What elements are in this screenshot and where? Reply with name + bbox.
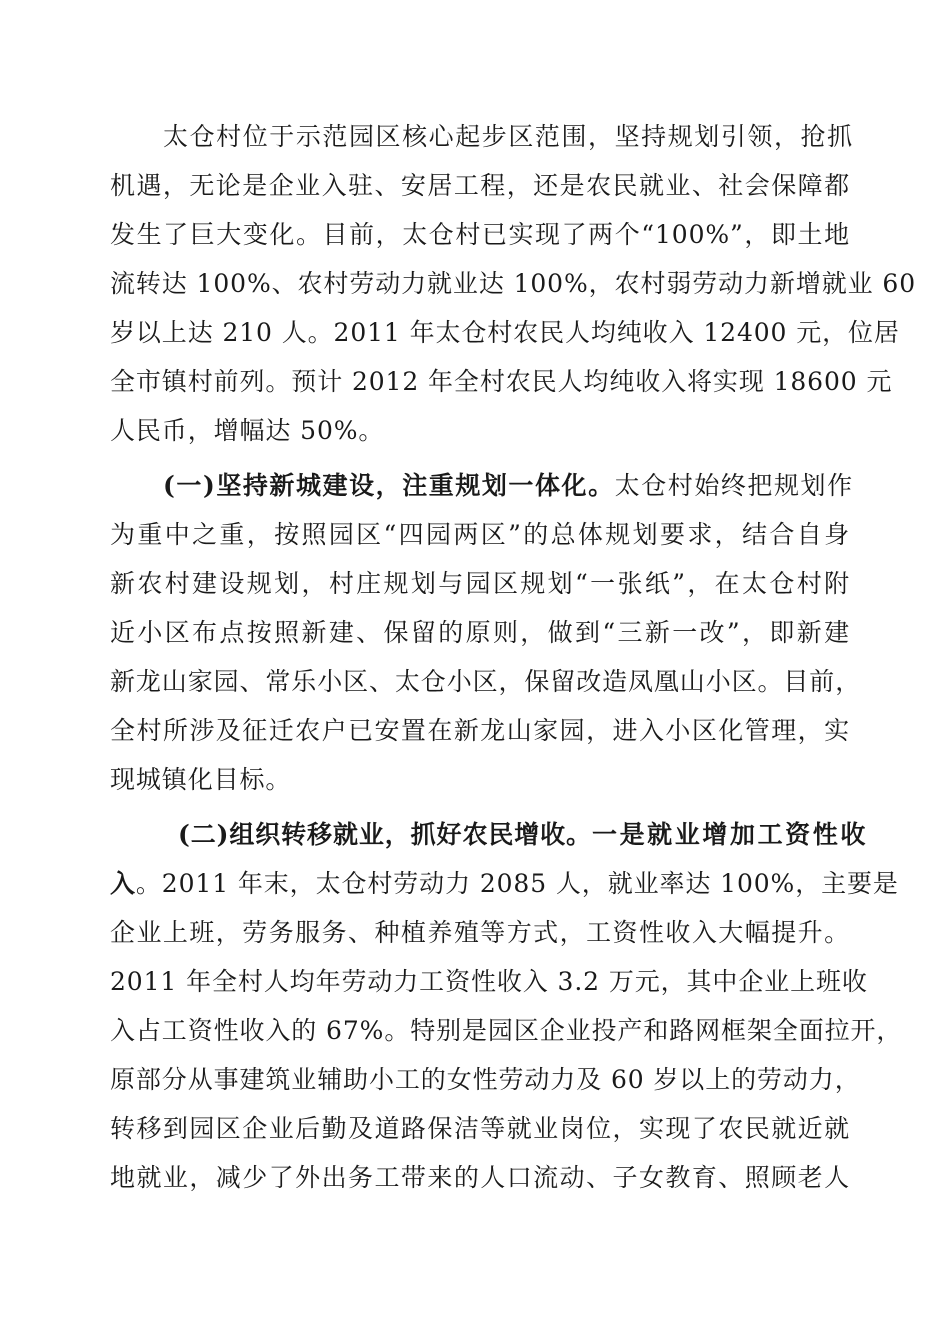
paragraph-3-line-1	[178, 815, 868, 855]
paragraph-2-line-2: 为重中之重，按照园区“四园两区”的总体规划要求，结合自身	[110, 520, 850, 549]
paragraph-2-line-1	[163, 466, 853, 506]
paragraph-2-line-7: 现城镇化目标。	[110, 765, 292, 794]
paragraph-1-line-2: 机遇，无论是企业入驻、安居工程，还是农民就业、社会保障都	[110, 171, 850, 200]
paragraph-2-line-4: 近小区布点按照新建、保留的原则，做到“三新一改”，即新建	[110, 618, 850, 647]
subheading-1-end: 入	[110, 869, 136, 898]
paragraph-3-line-8: 地就业，减少了外出务工带来的人口流动、子女教育、照顾老人	[110, 1163, 850, 1192]
section-heading-1: (一)坚持新城建设，注重规划一体化。	[163, 471, 615, 500]
paragraph-3-line-2	[110, 864, 899, 904]
paragraph-2-line-3: 新农村建设规划，村庄规划与园区规划“一张纸”，在太仓村附	[110, 569, 850, 598]
subheading-1: 一是就业增加工资性收	[591, 820, 868, 849]
paragraph-3-line-7: 转移到园区企业后勤及道路保洁等就业岗位，实现了农民就近就	[110, 1114, 850, 1143]
paragraph-2-line-6: 全村所涉及征迁农户已安置在新龙山家园，进入小区化管理，实	[110, 716, 850, 745]
section-heading-2: (二)组织转移就业，抓好农民增收。	[178, 820, 592, 849]
paragraph-3-line-4: 2011 年全村人均年劳动力工资性收入 3.2 万元，其中企业上班收	[110, 967, 868, 996]
paragraph-1-line-5: 岁以上达 210 人。2011 年太仓村农民人均纯收入 12400 元，位居	[110, 318, 900, 347]
paragraph-1-line-6: 全市镇村前列。预计 2012 年全村农民人均纯收入将实现 18600 元	[110, 367, 893, 396]
paragraph-1-line-7: 人民币，增幅达 50%。	[110, 416, 385, 445]
paragraph-1-line-3: 发生了巨大变化。目前，太仓村已实现了两个“100%”，即土地	[110, 220, 850, 249]
paragraph-3-line-5: 入占工资性收入的 67%。特别是园区企业投产和路网框架全面拉开，	[110, 1016, 903, 1045]
paragraph-3-line-6: 原部分从事建筑业辅助小工的女性劳动力及 60 岁以上的劳动力，	[110, 1065, 861, 1094]
paragraph-2-line-5: 新龙山家园、常乐小区、太仓小区，保留改造凤凰山小区。目前，	[110, 667, 862, 696]
paragraph-1-line-4: 流转达 100%、农村劳动力就业达 100%，农村弱劳动力新增就业 60	[110, 269, 916, 298]
paragraph-1-line-1: 太仓村位于示范园区核心起步区范围，坚持规划引领，抢抓	[163, 122, 853, 151]
paragraph-3-line-3: 企业上班，劳务服务、种植养殖等方式，工资性收入大幅提升。	[110, 918, 850, 947]
paragraph-2-line-1-rest: 太仓村始终把规划作	[614, 471, 853, 500]
paragraph-3-line-2-rest: 。2011 年末，太仓村劳动力 2085 人，就业率达 100%，主要是	[135, 869, 899, 898]
